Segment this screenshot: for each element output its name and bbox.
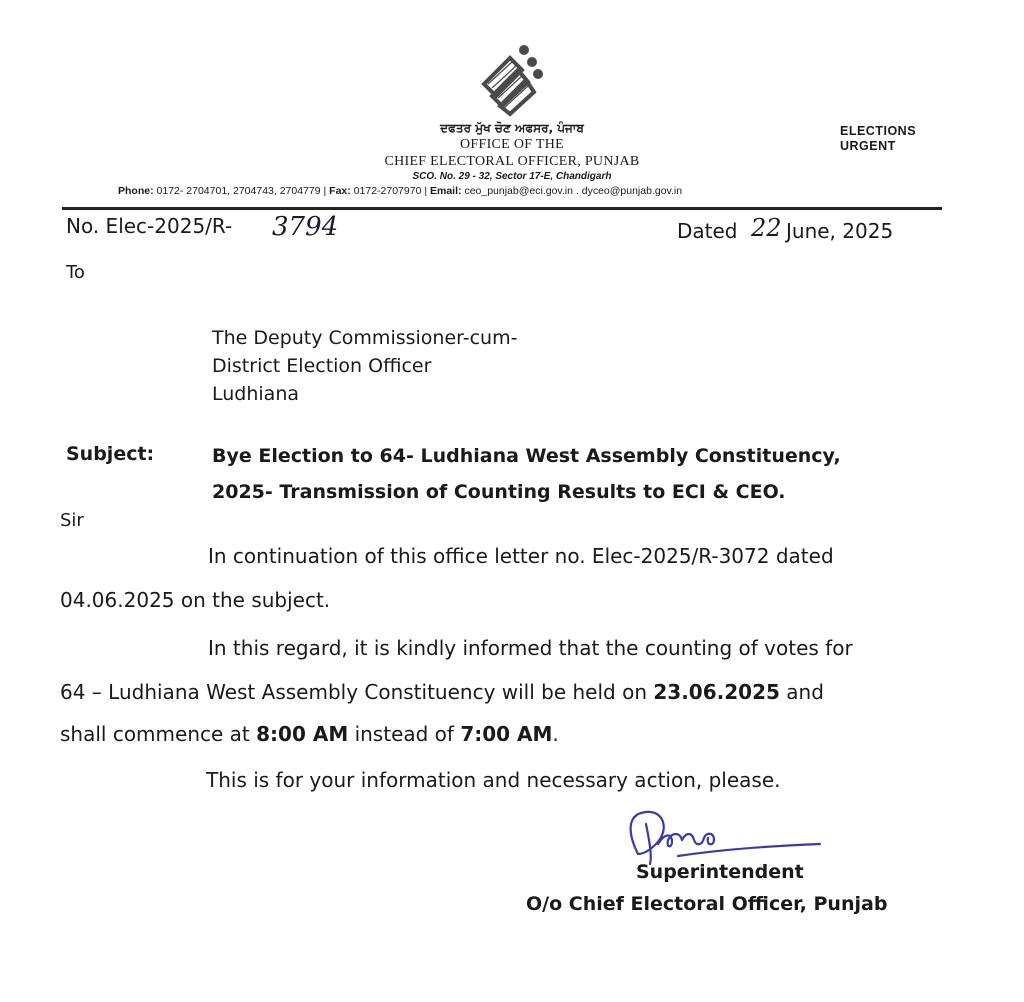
paragraph-text: 64 – Ludhiana West Assembly Constituency will be held on — [60, 680, 654, 704]
addressee-line: District Election Officer — [212, 355, 432, 377]
dated-day-handwritten: 22 — [751, 214, 782, 242]
reference-prefix: No. Elec-2025/R- — [66, 214, 233, 238]
dated-label: Dated — [677, 219, 738, 243]
paragraph-line: 04.06.2025 on the subject. — [60, 588, 331, 612]
subject-label: Subject: — [66, 443, 155, 465]
signatory-designation: Superintendent — [636, 861, 804, 883]
new-start-time: 8:00 AM — [256, 722, 349, 746]
paragraph-text: . — [552, 722, 559, 746]
old-start-time: 7:00 AM — [460, 722, 553, 746]
paragraph-line — [60, 680, 824, 704]
email-label: Email: — [430, 185, 462, 197]
paragraph-line — [60, 722, 559, 746]
election-commission-logo-icon — [470, 40, 550, 120]
office-title-line1: OFFICE OF THE — [460, 137, 564, 152]
paragraph-line: In continuation of this office letter no. Elec-2025/R-3072 dated — [208, 544, 834, 568]
salutation: Sir — [60, 510, 84, 531]
office-contact-line: Phone: 0172- 2704701, 2704743, 2704779 | Fax: 0172-2707970 | Email: ceo_punjab@eci.gov.in . dyceo@punjab.gov.in — [118, 185, 683, 197]
dated-month-year: June, 2025 — [786, 219, 894, 243]
paragraph-text: shall commence at — [60, 722, 257, 746]
subject-line: Bye Election to 64- Ludhiana West Assembly Constituency, — [212, 445, 841, 467]
fax-number: 0172-2707970 — [353, 185, 422, 197]
paragraph-line: In this regard, it is kindly informed that the counting of votes for — [208, 636, 853, 660]
office-title-line2: CHIEF ELECTORAL OFFICER, PUNJAB — [384, 154, 640, 169]
paragraph-line: This is for your information and necessary action, please. — [206, 768, 781, 792]
header-divider — [62, 207, 942, 210]
reference-number-handwritten: 3794 — [272, 212, 339, 242]
office-address: SCO. No. 29 - 32, Sector 17-E, Chandigarh — [412, 171, 612, 182]
paragraph-text: and — [779, 680, 824, 704]
addressee-line: The Deputy Commissioner-cum- — [212, 327, 518, 349]
elections-badge: ELECTIONS — [840, 124, 917, 138]
addressee-line: Ludhiana — [212, 383, 300, 405]
urgent-badge: URGENT — [840, 139, 896, 153]
fax-label: Fax: — [329, 185, 351, 197]
paragraph-text: instead of — [348, 722, 461, 746]
to-label: To — [66, 262, 85, 283]
phone-numbers: 0172- 2704701, 2704743, 2704779 — [156, 185, 321, 197]
office-title-punjabi: ਦਫਤਰ ਮੁੱਖ ਚੋਣ ਅਫਸਰ, ਪੰਜਾਬ — [440, 121, 584, 135]
counting-date: 23.06.2025 — [653, 680, 780, 704]
email-addresses: ceo_punjab@eci.gov.in . dyceo@punjab.gov.in — [464, 185, 683, 197]
signatory-office: O/o Chief Electoral Officer, Punjab — [526, 893, 888, 915]
subject-line: 2025- Transmission of Counting Results to ECI & CEO. — [212, 481, 786, 503]
phone-label: Phone: — [118, 185, 154, 197]
